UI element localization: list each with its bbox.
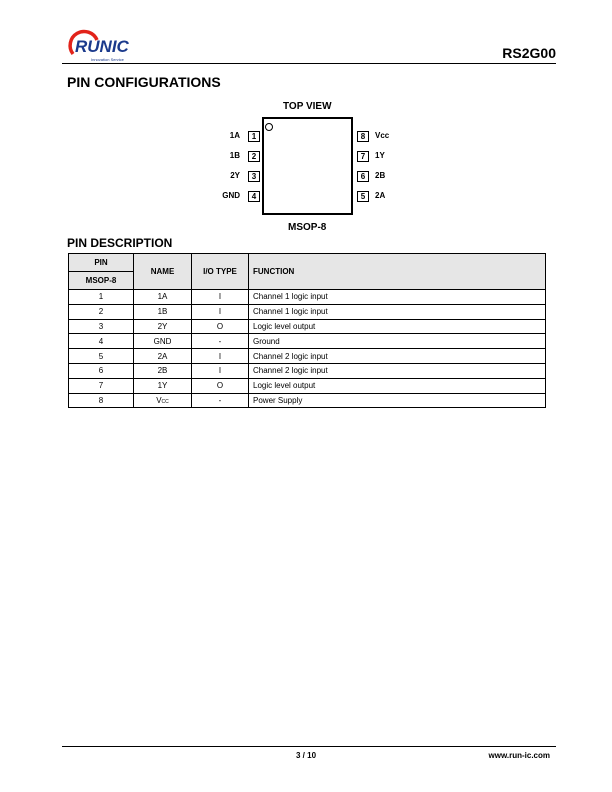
package-label: MSOP-8 [288,222,327,233]
pin-label-2: 1B [229,151,240,160]
table-row [69,304,546,319]
cell-io: I [192,290,249,305]
cell-pin: 2 [69,304,134,319]
cell-io: O [192,319,249,334]
pin-number-5: 5 [357,191,369,202]
cell-name: 1A [134,290,192,305]
cell-name: 1Y [134,378,192,393]
pin-number-2: 2 [248,151,260,162]
pin-label-3: 2Y [230,171,240,180]
chip-body [262,117,353,215]
pin-label-5: 2A [375,191,386,200]
cell-name: 1B [134,304,192,319]
pin1-marker [265,123,273,131]
pin-description-table [68,253,546,408]
cell-pin: 5 [69,349,134,364]
cell-pin: 6 [69,363,134,378]
pin-number-7: 7 [357,151,369,162]
cell-function: Power Supply [249,393,546,408]
cell-name: 2A [134,349,192,364]
cell-name: 2B [134,363,192,378]
cell-pin: 4 [69,334,134,349]
header-package: MSOP-8 [69,272,134,290]
cell-function: Ground [249,334,546,349]
pin-number-1: 1 [248,131,260,142]
cell-io: I [192,349,249,364]
cell-function: Logic level output [249,378,546,393]
pin-label-7: 1Y [375,151,385,160]
top-view-label: TOP VIEW [283,101,332,112]
pin-config-title: PIN CONFIGURATIONS [67,74,221,90]
page-number: 3 / 10 [296,751,317,760]
cell-function: Channel 1 logic input [249,290,546,305]
table-row [69,334,546,349]
pin-number-8: 8 [357,131,369,142]
cell-name [134,393,192,408]
cell-io: - [192,393,249,408]
pin-number-6: 6 [357,171,369,182]
cell-function: Channel 2 logic input [249,349,546,364]
table-row [69,290,546,305]
vcc-main: V [156,395,162,405]
runic-logo [67,28,139,66]
cell-io: I [192,363,249,378]
pin-label-6: 2B [375,171,386,180]
table-row [69,363,546,378]
cell-name: 2Y [134,319,192,334]
cell-function: Channel 1 logic input [249,304,546,319]
header-io-type: I/O TYPE [192,254,249,290]
vcc-subscript: CC [161,398,169,405]
cell-function: Channel 2 logic input [249,363,546,378]
footer-rule [62,746,556,747]
header-rule [62,63,556,64]
header-function: FUNCTION [249,254,546,290]
cell-pin: 7 [69,378,134,393]
cell-io: I [192,304,249,319]
table-row [69,378,546,393]
svg-text:Innovation Service: Innovation Service [91,57,124,62]
pin-desc-title: PIN DESCRIPTION [67,236,173,250]
part-number: RS2G00 [502,45,556,61]
cell-pin: 1 [69,290,134,305]
cell-name: GND [134,334,192,349]
pin-number-4: 4 [248,191,260,202]
cell-io: - [192,334,249,349]
pin-label-8: Vcc [375,131,390,140]
header-pin: PIN [69,254,134,272]
cell-io: O [192,378,249,393]
pin-label-4: GND [222,191,240,200]
pin-number-3: 3 [248,171,260,182]
header-name: NAME [134,254,192,290]
svg-text:RUNIC: RUNIC [75,37,129,56]
table-row [69,319,546,334]
table-row [69,349,546,364]
cell-function: Logic level output [249,319,546,334]
website-link[interactable]: www.run-ic.com [488,751,550,760]
table-row [69,393,546,408]
cell-pin: 3 [69,319,134,334]
cell-pin: 8 [69,393,134,408]
pin-label-1: 1A [229,131,240,140]
